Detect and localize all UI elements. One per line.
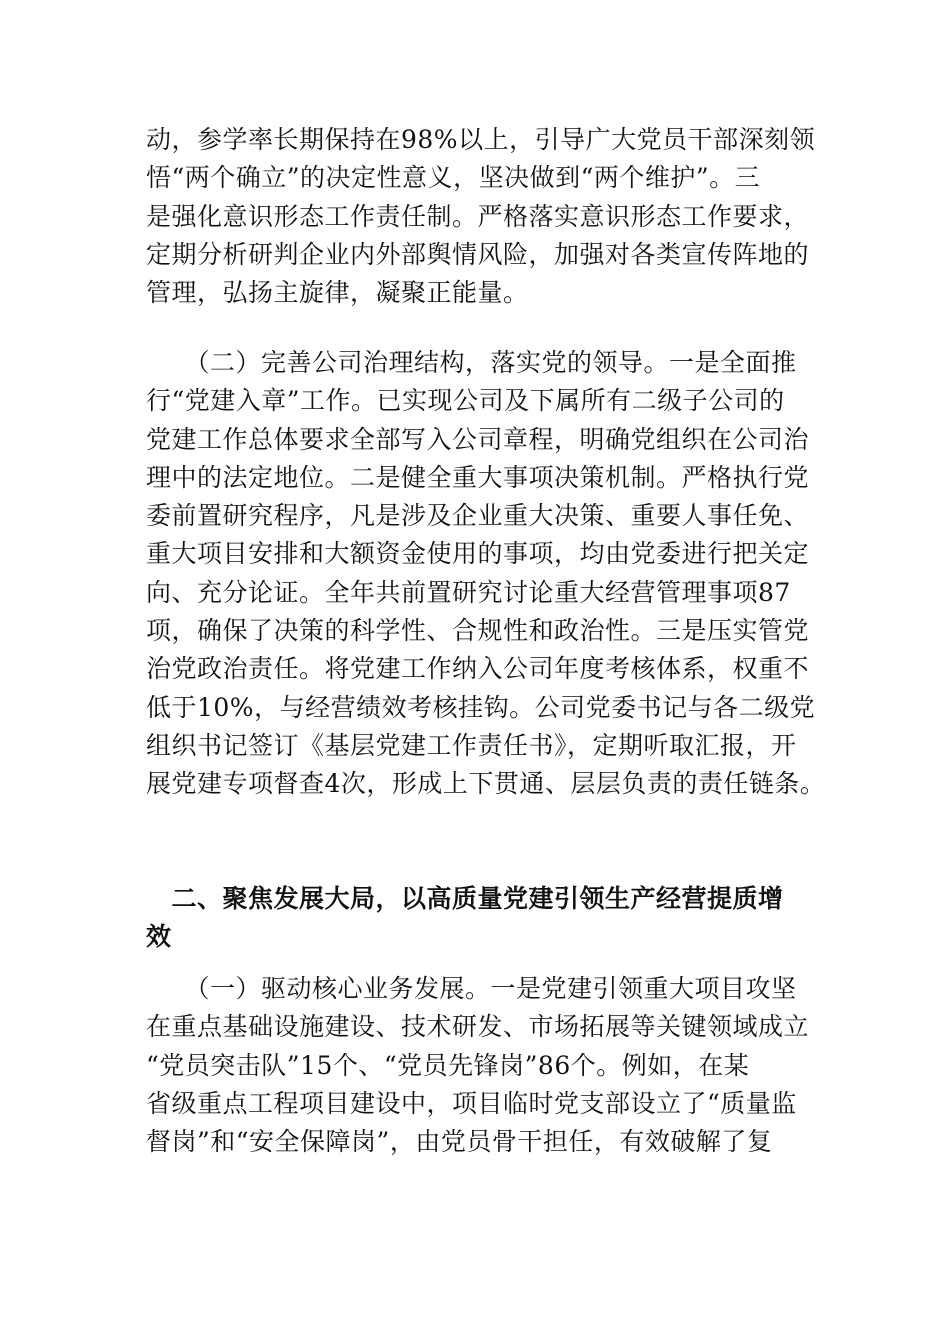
text-line: 向、充分论证。全年共前置研究讨论重大经营管理事项87	[146, 577, 791, 607]
text-line: 省级重点工程项目建设中，项目临时党支部设立了“质量监	[146, 1088, 797, 1118]
paragraph-continuation	[146, 121, 816, 312]
text-line: 委前置研究程序，凡是涉及企业重大决策、重要人事任免、	[146, 501, 810, 531]
text-line: （二）完善公司治理结构，落实党的领导。一是全面推	[146, 348, 797, 377]
text-line: 管理，弘扬主旋律，凝聚正能量。	[146, 278, 529, 308]
text-line: 动，参学率长期保持在98%以上，引导广大党员干部深刻领	[146, 125, 816, 154]
text-line: 悟“两个确立”的决定性意义，坚决做到“两个维护”。三	[146, 163, 761, 193]
paragraph-core-business	[146, 970, 810, 1161]
heading-line: 二、聚焦发展大局，以高质量党建引领生产经营提质增	[146, 884, 784, 913]
text-line: 行“党建入章”工作。已实现公司及下属所有二级子公司的	[146, 386, 785, 416]
text-line: “党员突击队”15个、“党员先锋岗”86个。例如，在某	[146, 1050, 750, 1080]
text-line: 重大项目安排和大额资金使用的事项，均由党委进行把关定	[146, 539, 810, 569]
text-line: 治党政治责任。将党建工作纳入公司年度考核体系，权重不	[146, 654, 810, 684]
text-line: 组织书记签订《基层党建工作责任书》，定期听取汇报，开	[146, 730, 797, 760]
text-line: 定期分析研判企业内外部舆情风险，加强对各类宣传阵地的	[146, 239, 810, 269]
text-line: 低于10%，与经营绩效考核挂钩。公司党委书记与各二级党	[146, 692, 816, 722]
section-heading	[146, 880, 810, 957]
text-line: （一）驱动核心业务发展。一是党建引领重大项目攻坚	[146, 974, 797, 1003]
text-line: 是强化意识形态工作责任制。严格落实意识形态工作要求，	[146, 201, 810, 231]
text-line: 党建工作总体要求全部写入公司章程，明确党组织在公司治	[146, 424, 810, 454]
paragraph-governance	[146, 344, 826, 804]
text-line: 理中的法定地位。二是健全重大事项决策机制。严格执行党	[146, 462, 810, 492]
text-line: 项，确保了决策的科学性、合规性和政治性。三是压实管党	[146, 616, 810, 646]
text-line: 展党建专项督查4次，形成上下贯通、层层负责的责任链条。	[146, 769, 826, 799]
heading-line: 效	[146, 922, 172, 952]
text-line: 在重点基础设施建设、技术研发、市场拓展等关键领域成立	[146, 1012, 810, 1042]
text-line: 督岗”和“安全保障岗”，由党员骨干担任，有效破解了复	[146, 1127, 773, 1157]
